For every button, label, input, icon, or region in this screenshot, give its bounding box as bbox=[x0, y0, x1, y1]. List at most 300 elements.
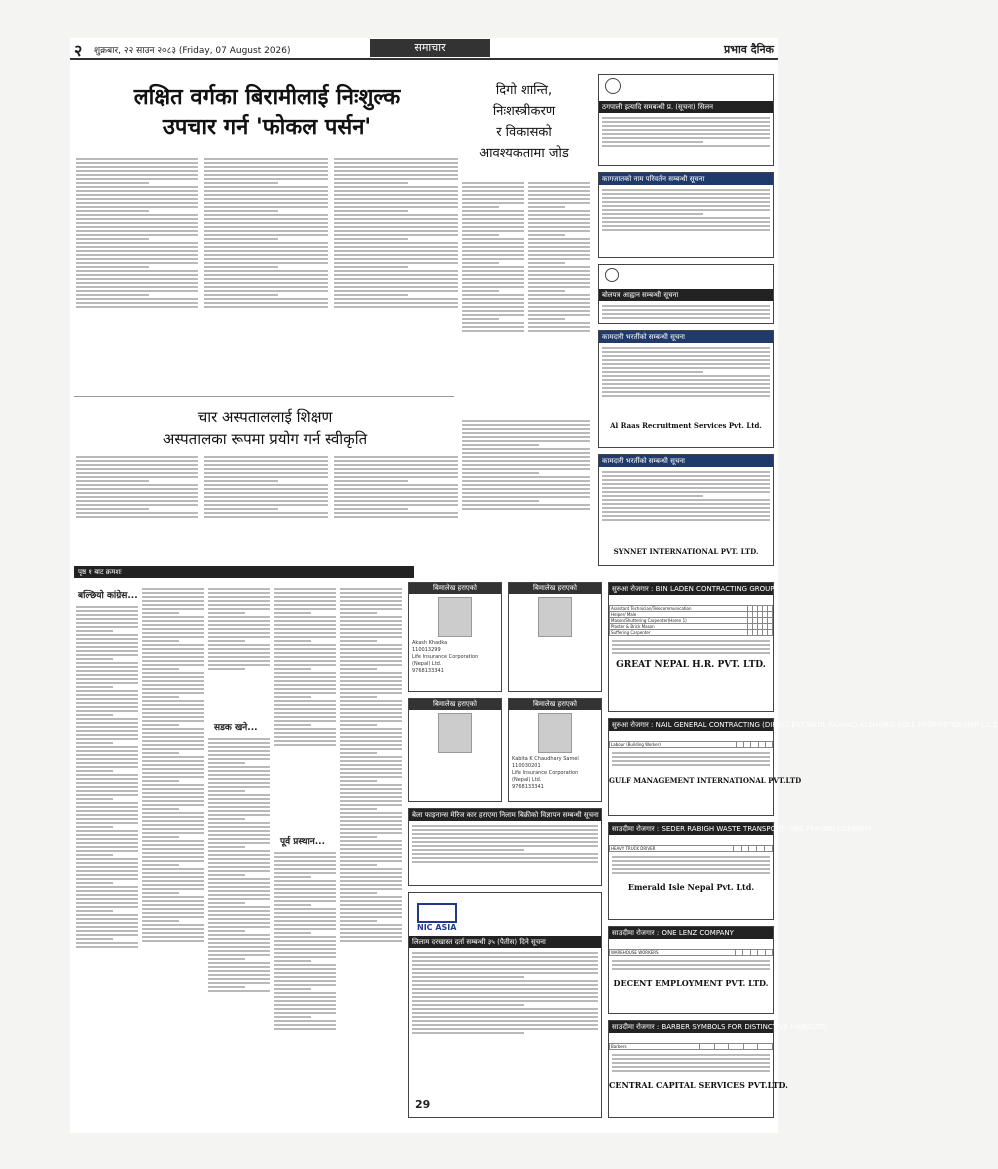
text-line bbox=[602, 217, 770, 219]
text-line bbox=[208, 870, 270, 872]
text-line bbox=[208, 906, 270, 908]
text-line bbox=[142, 872, 204, 874]
text-line bbox=[142, 640, 179, 642]
continued-bar bbox=[74, 566, 414, 578]
text-line bbox=[528, 274, 590, 276]
text-line bbox=[462, 194, 524, 196]
text-line bbox=[340, 596, 402, 598]
policy-number: 110013299 bbox=[412, 647, 441, 653]
text-line bbox=[76, 282, 198, 284]
text-line bbox=[612, 872, 770, 874]
text-line bbox=[340, 928, 402, 930]
text-line bbox=[76, 654, 138, 656]
job-row bbox=[610, 950, 773, 956]
text-line bbox=[76, 496, 198, 498]
notice-photo bbox=[438, 713, 472, 753]
text-line bbox=[142, 844, 204, 846]
text-line bbox=[208, 886, 270, 888]
text-line bbox=[76, 472, 198, 474]
text-line bbox=[76, 274, 198, 276]
text-line bbox=[412, 837, 598, 839]
text-line bbox=[462, 508, 590, 510]
text-line bbox=[274, 864, 336, 866]
text-line bbox=[142, 704, 204, 706]
text-line bbox=[274, 868, 336, 870]
text-line bbox=[208, 758, 270, 760]
text-line bbox=[612, 644, 770, 646]
text-line bbox=[602, 117, 770, 119]
text-line bbox=[412, 845, 598, 847]
text-line bbox=[204, 226, 328, 228]
text-line bbox=[208, 966, 270, 968]
text-line bbox=[274, 920, 336, 922]
text-line bbox=[412, 988, 598, 990]
right-headline bbox=[462, 80, 586, 164]
alraas-company: Al Raas Recruitment Services Pvt. Ltd. bbox=[610, 421, 762, 430]
text-line bbox=[208, 660, 270, 662]
text-line bbox=[462, 484, 590, 486]
text-line bbox=[612, 648, 770, 650]
text-line bbox=[76, 762, 138, 764]
text-line bbox=[142, 696, 179, 698]
text-line bbox=[412, 1032, 524, 1034]
text-line bbox=[602, 201, 770, 203]
text-line bbox=[204, 266, 278, 268]
text-line bbox=[340, 708, 402, 710]
job-position: Mason/Shuttering Carpenter(Haren 1) bbox=[610, 618, 748, 624]
text-line bbox=[76, 938, 113, 940]
text-line bbox=[76, 306, 198, 308]
text-line bbox=[462, 190, 524, 192]
text-line bbox=[274, 664, 336, 666]
text-line bbox=[340, 664, 402, 666]
job4-label: साउदीमा रोजगार bbox=[612, 929, 655, 937]
text-line bbox=[274, 596, 336, 598]
tender-emblem bbox=[605, 268, 619, 282]
text-line bbox=[340, 820, 402, 822]
text-line bbox=[208, 600, 270, 602]
text-line bbox=[208, 754, 270, 756]
text-line bbox=[208, 910, 270, 912]
text-line bbox=[334, 496, 458, 498]
text-line bbox=[334, 286, 458, 288]
text-line bbox=[528, 242, 590, 244]
text-line bbox=[142, 776, 204, 778]
text-line bbox=[208, 786, 270, 788]
text-line bbox=[142, 908, 204, 910]
text-line bbox=[274, 708, 336, 710]
text-line bbox=[612, 1054, 770, 1056]
text-line bbox=[208, 778, 270, 780]
section-label: समाचार bbox=[370, 39, 490, 57]
text-line bbox=[208, 632, 270, 634]
text-line bbox=[340, 700, 402, 702]
notice-photo bbox=[438, 597, 472, 637]
job-cell bbox=[758, 950, 765, 956]
text-line bbox=[602, 121, 770, 123]
text-line bbox=[462, 282, 524, 284]
job-cell bbox=[729, 1044, 744, 1050]
text-line bbox=[340, 680, 402, 682]
text-line bbox=[602, 213, 703, 215]
text-line bbox=[142, 804, 204, 806]
text-line bbox=[208, 986, 245, 988]
text-line bbox=[142, 800, 204, 802]
job-cell bbox=[735, 950, 742, 956]
text-line bbox=[208, 898, 270, 900]
text-line bbox=[142, 596, 204, 598]
subhead-2: सडक खने... bbox=[214, 723, 258, 733]
text-line bbox=[334, 226, 458, 228]
text-line bbox=[340, 592, 402, 594]
text-line bbox=[208, 958, 245, 960]
text-line bbox=[340, 696, 377, 698]
text-line bbox=[76, 194, 198, 196]
text-line bbox=[274, 856, 336, 858]
text-line bbox=[274, 880, 336, 882]
text-line bbox=[204, 306, 328, 308]
text-line bbox=[204, 294, 278, 296]
text-line bbox=[462, 218, 524, 220]
text-line bbox=[462, 310, 524, 312]
text-line bbox=[334, 194, 458, 196]
text-line bbox=[76, 178, 198, 180]
text-line bbox=[528, 302, 590, 304]
text-line bbox=[208, 592, 270, 594]
text-line bbox=[204, 218, 328, 220]
text-line bbox=[334, 162, 458, 164]
text-line bbox=[208, 608, 270, 610]
job-cell bbox=[700, 1044, 715, 1050]
text-line bbox=[334, 298, 458, 300]
text-line bbox=[208, 982, 270, 984]
job-cell bbox=[751, 742, 758, 748]
text-line bbox=[334, 258, 458, 260]
text-line bbox=[334, 456, 458, 458]
text-line bbox=[142, 820, 204, 822]
text-line bbox=[76, 838, 138, 840]
text-line bbox=[340, 604, 402, 606]
text-line bbox=[334, 508, 408, 510]
text-line bbox=[142, 772, 204, 774]
text-line bbox=[76, 166, 198, 168]
text-line bbox=[412, 964, 598, 966]
job4-header: साउदीमा रोजगार : ONE LENZ COMPANY bbox=[609, 927, 773, 939]
text-line bbox=[76, 754, 138, 756]
text-line bbox=[76, 158, 198, 160]
text-line bbox=[340, 860, 402, 862]
text-line bbox=[204, 492, 328, 494]
text-line bbox=[602, 487, 770, 489]
job-position: Suffering Carpenter bbox=[610, 630, 748, 636]
text-line bbox=[612, 752, 770, 754]
text-line bbox=[462, 488, 590, 490]
text-line bbox=[76, 302, 198, 304]
text-line bbox=[602, 395, 770, 397]
text-line bbox=[462, 206, 499, 208]
text-line bbox=[76, 626, 138, 628]
text-line bbox=[274, 716, 336, 718]
text-line bbox=[528, 322, 590, 324]
text-line bbox=[340, 784, 402, 786]
text-line bbox=[204, 254, 328, 256]
text-line bbox=[274, 624, 336, 626]
text-line bbox=[528, 210, 590, 212]
text-line bbox=[76, 646, 138, 648]
text-line bbox=[204, 250, 328, 252]
text-line bbox=[412, 849, 524, 851]
text-line bbox=[334, 202, 458, 204]
text-line bbox=[462, 242, 524, 244]
text-line bbox=[340, 808, 377, 810]
gov-notice-title: ठगपाली इत्यादि समबन्धी प्र. (सूचना) सिलन bbox=[599, 101, 773, 113]
text-line bbox=[208, 894, 270, 896]
text-line bbox=[462, 182, 524, 184]
text-line bbox=[274, 872, 336, 874]
lost-notice-3 bbox=[408, 698, 502, 802]
text-line bbox=[340, 676, 402, 678]
text-line bbox=[76, 918, 138, 920]
right-body-col2 bbox=[528, 180, 590, 412]
text-line bbox=[76, 682, 138, 684]
text-line bbox=[340, 780, 377, 782]
text-line bbox=[340, 788, 402, 790]
text-line bbox=[204, 476, 328, 478]
text-line bbox=[528, 270, 590, 272]
text-line bbox=[208, 624, 270, 626]
job-ad-2 bbox=[608, 718, 998, 816]
job2-label: सुरुआ रोजगार bbox=[612, 721, 649, 729]
text-line bbox=[612, 1070, 770, 1072]
text-line bbox=[208, 990, 270, 992]
text-line bbox=[76, 226, 198, 228]
lead-body-col1 bbox=[76, 156, 198, 386]
text-line bbox=[334, 488, 458, 490]
job4-company: DECENT EMPLOYMENT PVT. LTD. bbox=[613, 978, 769, 988]
text-line bbox=[274, 916, 336, 918]
text-line bbox=[76, 714, 113, 716]
text-line bbox=[602, 511, 770, 513]
text-line bbox=[76, 162, 198, 164]
text-line bbox=[462, 298, 524, 300]
text-line bbox=[274, 736, 336, 738]
text-line bbox=[528, 198, 590, 200]
text-line bbox=[334, 166, 458, 168]
job-ad-4 bbox=[608, 926, 774, 1014]
text-line bbox=[528, 230, 590, 232]
text-line bbox=[602, 471, 770, 473]
text-line bbox=[208, 746, 270, 748]
text-line bbox=[274, 656, 336, 658]
text-line bbox=[462, 258, 524, 260]
right-body-col1 bbox=[462, 180, 524, 412]
job-position: Labour (Building Worker) bbox=[610, 742, 737, 748]
text-line bbox=[142, 904, 204, 906]
text-line bbox=[334, 242, 458, 244]
text-line bbox=[602, 515, 770, 517]
text-line bbox=[340, 836, 377, 838]
text-line bbox=[76, 722, 138, 724]
text-line bbox=[462, 448, 590, 450]
text-line bbox=[340, 628, 402, 630]
text-line bbox=[462, 278, 524, 280]
text-line bbox=[602, 189, 770, 191]
text-line bbox=[340, 612, 377, 614]
text-line bbox=[334, 468, 458, 470]
text-line bbox=[274, 700, 336, 702]
text-line bbox=[462, 428, 590, 430]
text-line bbox=[76, 766, 138, 768]
text-line bbox=[274, 676, 336, 678]
text-line bbox=[76, 686, 113, 688]
text-line bbox=[612, 652, 770, 654]
text-line bbox=[274, 972, 336, 974]
text-line bbox=[274, 988, 311, 990]
text-line bbox=[462, 468, 590, 470]
page-number: २ bbox=[74, 41, 83, 60]
text-line bbox=[76, 218, 198, 220]
text-line bbox=[528, 194, 590, 196]
text-line bbox=[142, 644, 204, 646]
text-line bbox=[208, 774, 270, 776]
text-line bbox=[274, 604, 336, 606]
text-line bbox=[204, 512, 328, 514]
text-line bbox=[142, 916, 204, 918]
job5-employer: BARBER SYMBOLS FOR DISTINCTIVE HAIRCUTS bbox=[661, 1023, 826, 1031]
text-line bbox=[274, 892, 336, 894]
job1-company: GREAT NEPAL H.R. PVT. LTD. bbox=[616, 660, 766, 670]
text-line bbox=[602, 347, 770, 349]
text-line bbox=[142, 612, 179, 614]
text-line bbox=[528, 326, 590, 328]
text-line bbox=[76, 250, 198, 252]
text-line bbox=[76, 886, 138, 888]
text-line bbox=[528, 254, 590, 256]
text-line bbox=[76, 190, 198, 192]
text-line bbox=[528, 246, 590, 248]
text-line bbox=[208, 922, 270, 924]
job-cell bbox=[749, 846, 757, 852]
text-line bbox=[340, 644, 402, 646]
text-line bbox=[528, 182, 590, 184]
text-line bbox=[142, 892, 179, 894]
text-line bbox=[528, 314, 590, 316]
text-line bbox=[274, 612, 311, 614]
text-line bbox=[462, 432, 590, 434]
text-line bbox=[142, 708, 204, 710]
text-line bbox=[334, 484, 458, 486]
text-line bbox=[76, 910, 113, 912]
text-line bbox=[142, 660, 204, 662]
text-line bbox=[334, 476, 458, 478]
text-line bbox=[412, 972, 598, 974]
text-line bbox=[204, 270, 328, 272]
text-line bbox=[602, 197, 770, 199]
continued-label: पृष्ठ १ बाट क्रमशः bbox=[78, 568, 122, 576]
text-line bbox=[76, 484, 198, 486]
text-line bbox=[76, 662, 138, 664]
cont-col3a bbox=[208, 586, 270, 716]
text-line bbox=[602, 379, 770, 381]
text-line bbox=[142, 632, 204, 634]
second-headline bbox=[74, 406, 456, 450]
text-line bbox=[76, 790, 138, 792]
text-line bbox=[204, 290, 328, 292]
text-line bbox=[462, 202, 524, 204]
job-ad-1-box bbox=[608, 582, 774, 712]
text-line bbox=[204, 166, 328, 168]
text-line bbox=[340, 760, 402, 762]
text-line bbox=[340, 892, 377, 894]
text-line bbox=[412, 952, 598, 954]
text-line bbox=[208, 930, 245, 932]
text-line bbox=[76, 206, 198, 208]
text-line bbox=[340, 712, 402, 714]
text-line bbox=[340, 684, 402, 686]
text-line bbox=[602, 363, 770, 365]
text-line bbox=[142, 648, 204, 650]
text-line bbox=[142, 888, 204, 890]
text-line bbox=[208, 640, 245, 642]
text-line bbox=[340, 724, 377, 726]
text-line bbox=[208, 862, 270, 864]
job4-employer: ONE LENZ COMPANY bbox=[661, 929, 734, 937]
text-line bbox=[76, 930, 138, 932]
text-line bbox=[274, 648, 336, 650]
text-line bbox=[462, 480, 590, 482]
text-line bbox=[528, 330, 590, 332]
text-line bbox=[208, 874, 245, 876]
text-line bbox=[340, 768, 402, 770]
text-line bbox=[142, 684, 204, 686]
text-line bbox=[204, 258, 328, 260]
text-line bbox=[76, 460, 198, 462]
text-line bbox=[612, 1066, 770, 1068]
text-line bbox=[528, 226, 590, 228]
text-line bbox=[602, 367, 770, 369]
text-line bbox=[462, 424, 590, 426]
text-line bbox=[76, 618, 138, 620]
text-line bbox=[340, 816, 402, 818]
text-line bbox=[462, 294, 524, 296]
text-line bbox=[602, 221, 770, 223]
text-line bbox=[340, 896, 402, 898]
text-line bbox=[142, 940, 204, 942]
text-line bbox=[334, 516, 458, 518]
text-line bbox=[142, 604, 204, 606]
text-line bbox=[334, 186, 458, 188]
text-line bbox=[528, 238, 590, 240]
job3-terms bbox=[609, 852, 773, 882]
text-line bbox=[274, 888, 336, 890]
text-line bbox=[76, 202, 198, 204]
text-line bbox=[462, 198, 524, 200]
text-line bbox=[208, 810, 270, 812]
text-line bbox=[76, 262, 198, 264]
text-line bbox=[602, 229, 770, 231]
page-header bbox=[70, 38, 778, 60]
text-line bbox=[340, 924, 402, 926]
text-line bbox=[76, 890, 138, 892]
text-line bbox=[142, 896, 204, 898]
text-line bbox=[142, 740, 204, 742]
text-line bbox=[340, 732, 402, 734]
text-line bbox=[76, 270, 198, 272]
text-line bbox=[462, 496, 590, 498]
text-line bbox=[602, 383, 770, 385]
text-line bbox=[462, 500, 539, 502]
text-line bbox=[76, 798, 113, 800]
